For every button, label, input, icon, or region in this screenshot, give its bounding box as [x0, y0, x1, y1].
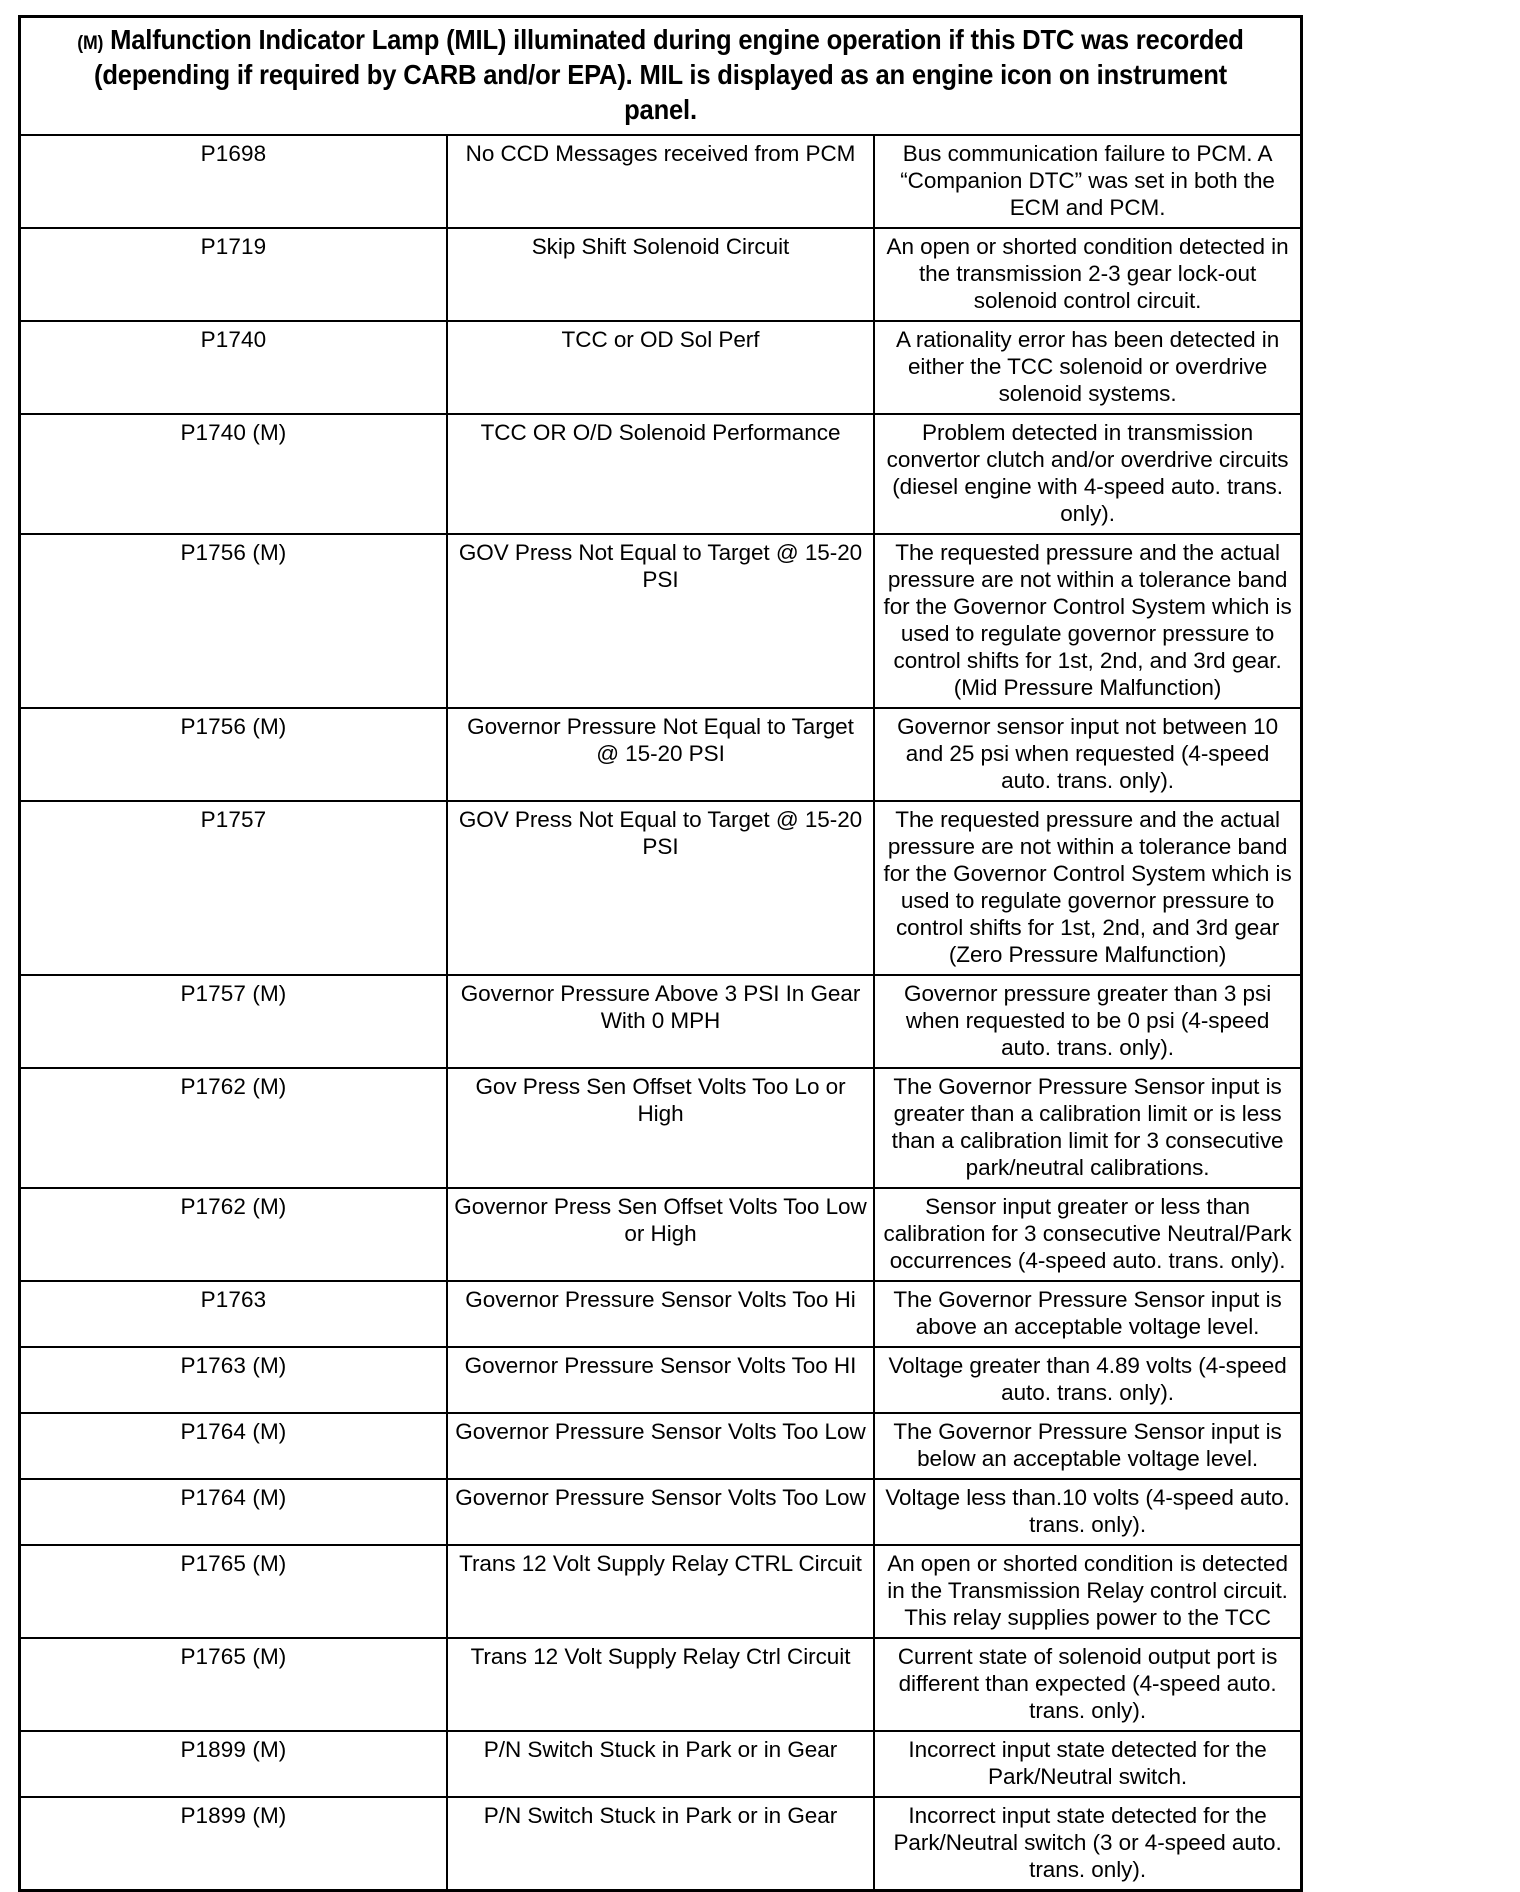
- table-row: [20, 321, 1302, 414]
- dtc-code-cell: P1756 (M): [20, 534, 447, 708]
- dtc-code-cell: P1899 (M): [20, 1797, 447, 1891]
- table-row: [20, 1731, 1302, 1797]
- dtc-detail-cell: Bus communication failure to PCM. A “Companion DTC” was set in both the ECM and PCM.: [874, 135, 1301, 228]
- table-row: [20, 414, 1302, 534]
- dtc-code-cell: P1740 (M): [20, 414, 447, 534]
- dtc-code-cell: P1698: [20, 135, 447, 228]
- dtc-code-cell: P1740: [20, 321, 447, 414]
- dtc-detail-cell: Sensor input greater or less than calibration for 3 consecutive Neutral/Park occurrences (4-speed auto. trans. only).: [874, 1188, 1301, 1281]
- table-row: [20, 1545, 1302, 1638]
- table-row: [20, 708, 1302, 801]
- dtc-description-cell: TCC OR O/D Solenoid Performance: [447, 414, 874, 534]
- dtc-description-cell: Governor Press Sen Offset Volts Too Low or High: [447, 1188, 874, 1281]
- table-row: [20, 975, 1302, 1068]
- dtc-description-cell: GOV Press Not Equal to Target @ 15-20 PSI: [447, 534, 874, 708]
- dtc-detail-cell: A rationality error has been detected in either the TCC solenoid or overdrive solenoid systems.: [874, 321, 1301, 414]
- dtc-description-cell: Governor Pressure Sensor Volts Too HI: [447, 1347, 874, 1413]
- table-row: [20, 534, 1302, 708]
- dtc-detail-cell: Incorrect input state detected for the Park/Neutral switch (3 or 4-speed auto. trans. only).: [874, 1797, 1301, 1891]
- dtc-detail-cell: Incorrect input state detected for the Park/Neutral switch.: [874, 1731, 1301, 1797]
- dtc-code-cell: P1764 (M): [20, 1413, 447, 1479]
- dtc-code-cell: P1899 (M): [20, 1731, 447, 1797]
- table-row: [20, 135, 1302, 228]
- dtc-detail-cell: Voltage less than.10 volts (4-speed auto. trans. only).: [874, 1479, 1301, 1545]
- dtc-description-cell: Governor Pressure Above 3 PSI In Gear With 0 MPH: [447, 975, 874, 1068]
- dtc-description-cell: Gov Press Sen Offset Volts Too Lo or High: [447, 1068, 874, 1188]
- dtc-detail-cell: The requested pressure and the actual pressure are not within a tolerance band for the Governor Control System which is used to regulate governor pressure to control shifts for 1st, 2nd, and 3rd gear. (Mid Pressure Malfunction): [874, 534, 1301, 708]
- dtc-description-cell: GOV Press Not Equal to Target @ 15-20 PSI: [447, 801, 874, 975]
- dtc-description-cell: P/N Switch Stuck in Park or in Gear: [447, 1797, 874, 1891]
- dtc-detail-cell: The Governor Pressure Sensor input is above an acceptable voltage level.: [874, 1281, 1301, 1347]
- dtc-description-cell: Skip Shift Solenoid Circuit: [447, 228, 874, 321]
- dtc-detail-cell: Governor sensor input not between 10 and 25 psi when requested (4-speed auto. trans. only).: [874, 708, 1301, 801]
- dtc-detail-cell: Current state of solenoid output port is different than expected (4-speed auto. trans. only).: [874, 1638, 1301, 1731]
- table-row: [20, 801, 1302, 975]
- table-row: [20, 1638, 1302, 1731]
- table-row: [20, 1068, 1302, 1188]
- mil-header-text: [71, 22, 1249, 128]
- dtc-code-cell: P1763 (M): [20, 1347, 447, 1413]
- dtc-code-cell: P1764 (M): [20, 1479, 447, 1545]
- dtc-detail-cell: The Governor Pressure Sensor input is below an acceptable voltage level.: [874, 1413, 1301, 1479]
- dtc-description-cell: No CCD Messages received from PCM: [447, 135, 874, 228]
- dtc-description-cell: TCC or OD Sol Perf: [447, 321, 874, 414]
- table-row: [20, 1797, 1302, 1891]
- table-row: [20, 1347, 1302, 1413]
- dtc-code-cell: P1757: [20, 801, 447, 975]
- dtc-code-cell: P1719: [20, 228, 447, 321]
- dtc-table-body: [20, 17, 1302, 1891]
- mil-marker: (M): [77, 33, 104, 54]
- dtc-detail-cell: Voltage greater than 4.89 volts (4-speed auto. trans. only).: [874, 1347, 1301, 1413]
- mil-header-cell: [20, 17, 1302, 135]
- table-row: [20, 1479, 1302, 1545]
- dtc-description-cell: Governor Pressure Not Equal to Target @ 15-20 PSI: [447, 708, 874, 801]
- dtc-description-cell: P/N Switch Stuck in Park or in Gear: [447, 1731, 874, 1797]
- dtc-description-cell: Governor Pressure Sensor Volts Too Low: [447, 1479, 874, 1545]
- dtc-code-cell: P1765 (M): [20, 1638, 447, 1731]
- dtc-code-cell: P1762 (M): [20, 1068, 447, 1188]
- dtc-table: [18, 15, 1303, 1892]
- table-row: [20, 228, 1302, 321]
- table-row: [20, 1188, 1302, 1281]
- table-header-row: [20, 17, 1302, 135]
- table-row: [20, 1281, 1302, 1347]
- dtc-description-cell: Governor Pressure Sensor Volts Too Hi: [447, 1281, 874, 1347]
- dtc-detail-cell: An open or shorted condition detected in the transmission 2-3 gear lock-out solenoid control circuit.: [874, 228, 1301, 321]
- dtc-code-cell: P1757 (M): [20, 975, 447, 1068]
- dtc-description-cell: Trans 12 Volt Supply Relay Ctrl Circuit: [447, 1638, 874, 1731]
- dtc-detail-cell: The requested pressure and the actual pressure are not within a tolerance band for the Governor Control System which is used to regulate governor pressure to control shifts for 1st, 2nd, and 3rd gear (Zero Pressure Malfunction): [874, 801, 1301, 975]
- dtc-description-cell: Trans 12 Volt Supply Relay CTRL Circuit: [447, 1545, 874, 1638]
- dtc-detail-cell: Problem detected in transmission convertor clutch and/or overdrive circuits (diesel engine with 4-speed auto. trans. only).: [874, 414, 1301, 534]
- dtc-code-cell: P1765 (M): [20, 1545, 447, 1638]
- dtc-detail-cell: Governor pressure greater than 3 psi when requested to be 0 psi (4-speed auto. trans. only).: [874, 975, 1301, 1068]
- dtc-code-cell: P1756 (M): [20, 708, 447, 801]
- dtc-description-cell: Governor Pressure Sensor Volts Too Low: [447, 1413, 874, 1479]
- dtc-detail-cell: An open or shorted condition is detected in the Transmission Relay control circuit. This relay supplies power to the TCC: [874, 1545, 1301, 1638]
- dtc-code-cell: P1763: [20, 1281, 447, 1347]
- table-row: [20, 1413, 1302, 1479]
- dtc-code-cell: P1762 (M): [20, 1188, 447, 1281]
- mil-header-body: Malfunction Indicator Lamp (MIL) illuminated during engine operation if this DTC was recorded (depending if required by CARB and/or EPA). MIL is displayed as an engine icon on instrument panel.: [94, 24, 1244, 126]
- dtc-detail-cell: The Governor Pressure Sensor input is greater than a calibration limit or is less than a calibration limit for 3 consecutive park/neutral calibrations.: [874, 1068, 1301, 1188]
